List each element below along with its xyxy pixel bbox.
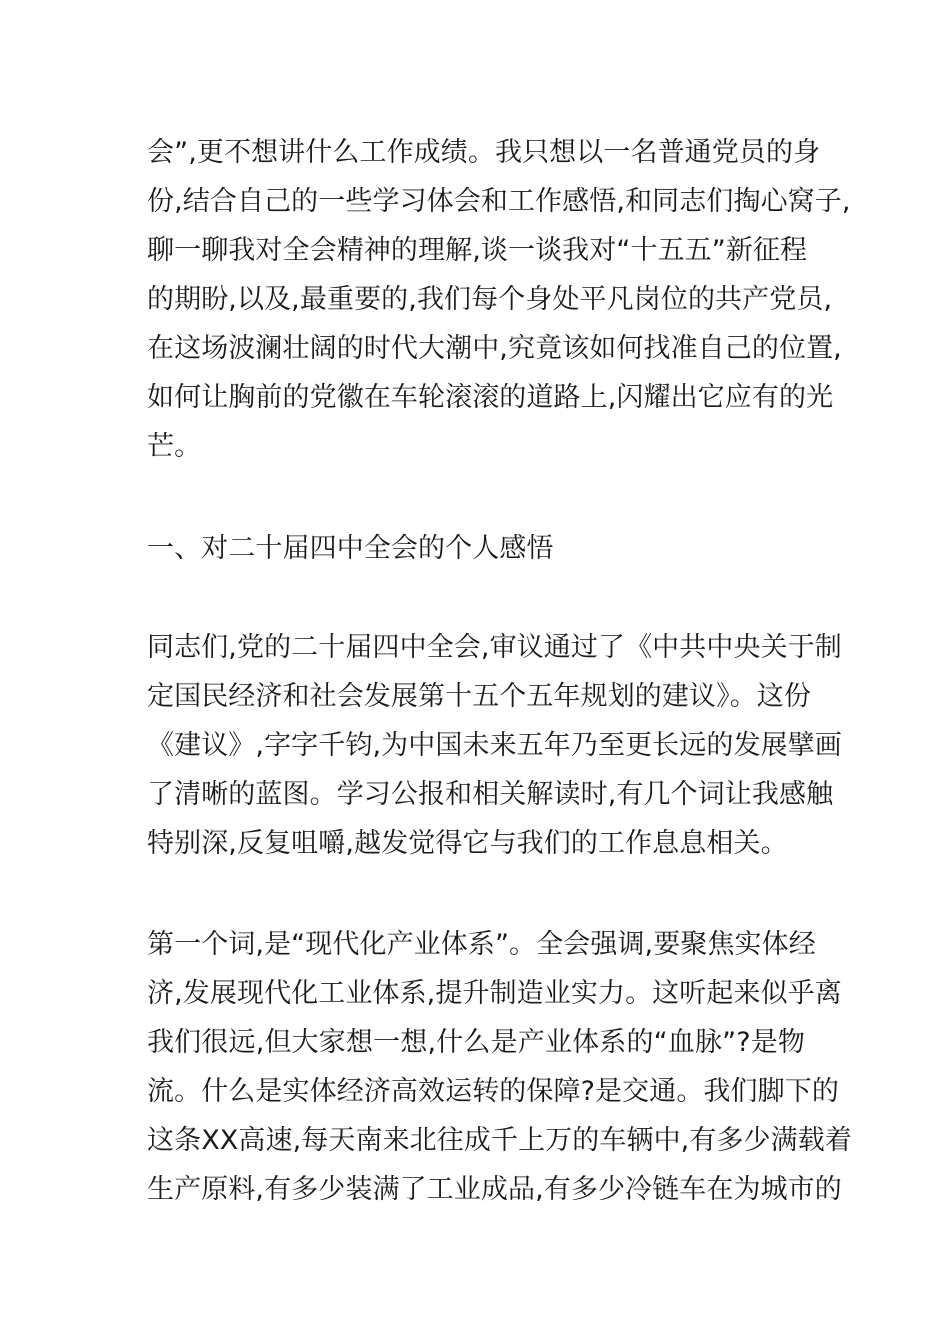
paragraph-line: 的期盼,以及,最重要的,我们每个身处平凡岗位的共产党员,: [147, 284, 833, 315]
paragraph-line: 流。什么是实体经济高效运转的保障?是交通。我们脚下的: [147, 1076, 839, 1107]
paragraph-line: 如何让胸前的党徽在车轮滚滚的道路上,闪耀出它应有的光: [147, 382, 834, 413]
paragraph-line: 第一个词,是“现代化产业体系”。全会强调,要聚焦实体经: [147, 929, 816, 960]
paragraph-line: 芒。: [147, 431, 202, 462]
paragraph-line: 在这场波澜壮阔的时代大潮中,究竟该如何找准自己的位置,: [147, 333, 842, 364]
paragraph-line: 了清晰的蓝图。学习公报和相关解读时,有几个词让我感触: [147, 779, 834, 810]
paragraph-line: 《建议》,字字千钧,为中国未来五年乃至更长远的发展擘画: [147, 730, 842, 761]
paragraph-line: 会”,更不想讲什么工作成绩。我只想以一名普通党员的身: [147, 137, 821, 168]
section-heading: 一、对二十届四中全会的个人感悟: [147, 533, 554, 564]
paragraph-line: 济,发展现代化工业体系,提升制造业实力。这听起来似乎离: [147, 978, 842, 1009]
paragraph-line: 同志们,党的二十届四中全会,审议通过了《中共中央关于制: [147, 632, 842, 663]
paragraph-line: 生产原料,有多少装满了工业成品,有多少冷链车在为城市的: [147, 1174, 842, 1205]
paragraph-line: 我们很远,但大家想一想,什么是产业体系的“血脉”?是物: [147, 1027, 805, 1058]
paragraph-line: 份,结合自己的一些学习体会和工作感悟,和同志们掏心窝子,: [147, 186, 851, 217]
paragraph-line: 定国民经济和社会发展第十五个五年规划的建议》。这份: [147, 681, 811, 712]
paragraph-line: 聊一聊我对全会精神的理解,谈一谈我对“十五五”新征程: [147, 235, 808, 266]
paragraph-line: 特别深,反复咀嚼,越发觉得它与我们的工作息息相关。: [147, 828, 788, 859]
paragraph-line: 这条XX高速,每天南来北往成千上万的车辆中,有多少满载着: [147, 1125, 852, 1156]
